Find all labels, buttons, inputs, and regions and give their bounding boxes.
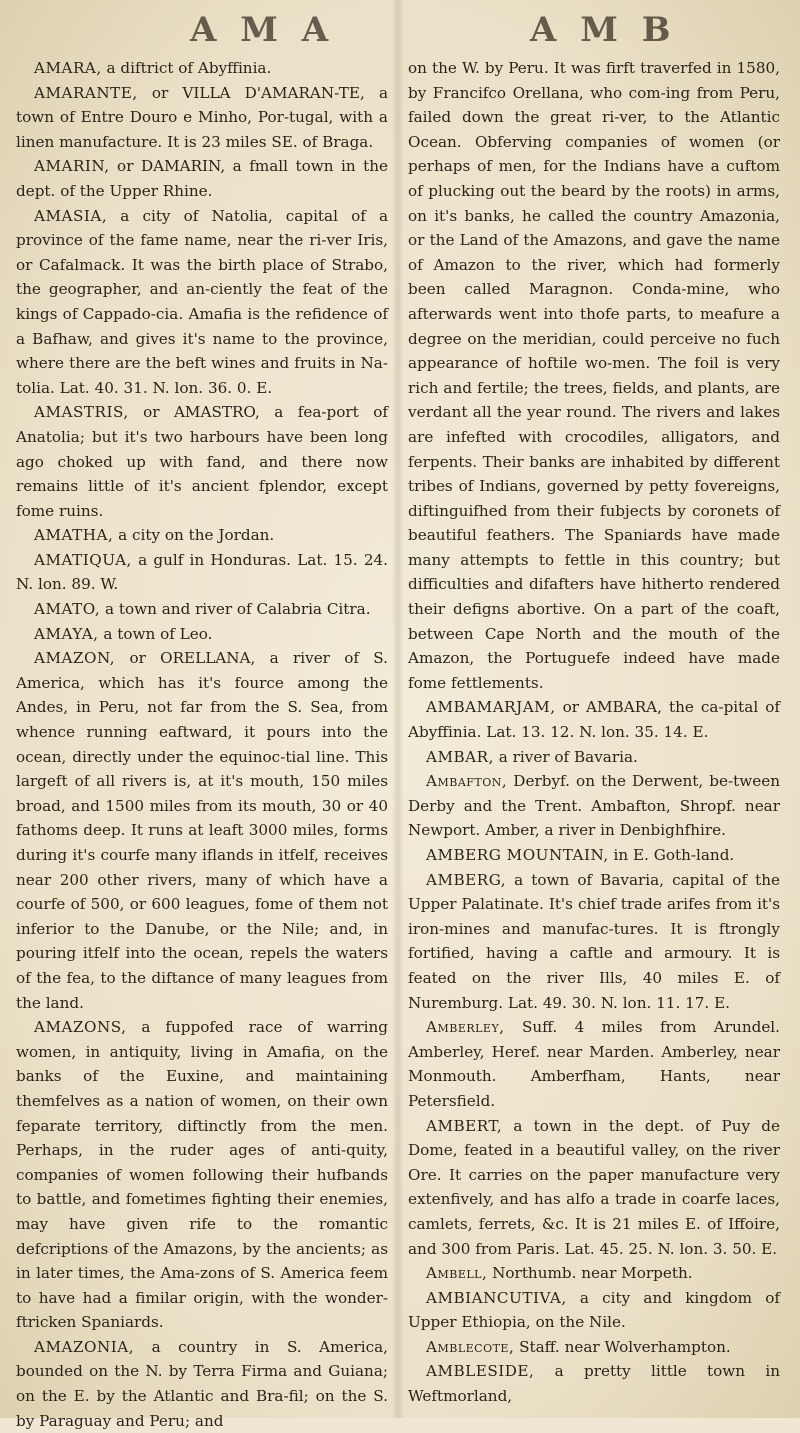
dictionary-entry xyxy=(408,868,780,1016)
entry-text: a fuppofed race of warring women, in antiquity, living in Amafia, on the banks of the Euxine, and maintaining themfelves as a nation of women, on their own feparate territory, diftinctly from the men. Perhaps, in the ruder ages of anti-quity, companies of women following their hufbands to battle, and fometimes fighting their enemies, may have given rife to the romantic defcriptions of the Amazons, by the ancients; as in later times, the Ama-zons of S. America feem to have had a fimilar origin, with the wonder-ftricken Spaniards. xyxy=(16,1018,388,1332)
dictionary-entry xyxy=(16,81,388,155)
entry-headword: AMAYA, xyxy=(34,624,99,643)
dictionary-entry xyxy=(408,1286,780,1335)
entry-headword: Ambell, xyxy=(426,1264,488,1283)
entry-headword: AMATIQUA, xyxy=(34,550,132,569)
dictionary-entry xyxy=(16,154,388,203)
entry-text: a town of Bavaria, capital of the Upper Palatinate. It's chief trade arifes from it's iron-mines and manufac-tures. It is ftrongly fortified, having a caftle and armoury. It is feated on the river Ills, 40 miles E. of Nuremburg. Lat. 49. 30. N. lon. 11. 17. E. xyxy=(408,870,780,1012)
entry-headword: AMBERG, xyxy=(426,870,507,889)
page-gutter-shadow xyxy=(392,0,404,1418)
entry-text: or AMASTRO, a fea-port of Anatolia; but it's two harbours have been long ago choked up with fand, and there now remains little of it's ancient fplendor, except fome ruins. xyxy=(16,403,388,520)
entry-text: on the W. by Peru. It was firft traverfed in 1580, by Francifco Orellana, who com-ing from Peru, failed down the great ri-ver, to the Atlantic Ocean. Obferving companies of women (or perhaps of men, for the Indians have a cuftom of plucking out the beard by the roots) in arms, on it's banks, he called the country Amazonia, or the Land of the Amazons, and gave the name of Amazon to the river, which had formerly been called Maragnon. Conda-mine, who afterwards went into thofe parts, to meafure a degree on the meridian, could perceive no fuch appearance of hoftile wo-men. The foil is very rich and fertile; the trees, fields, and plants, are verdant all the year round. The rivers and lakes are infefted with crocodiles, alligators, and ferpents. Their banks are inhabited by different tribes of Indians, governed by petty fovereigns, diftinguifhed from their fubjects by coronets of beautiful feathers. The Spaniards have made many attempts to fettle in this country; but difficulties and difafters have hitherto rendered their defigns abortive. On a part of the coaft, between Cape North and the mouth of the Amazon, the Portuguefe indeed have made fome fettlements. xyxy=(408,59,780,692)
entry-text: a town of Leo. xyxy=(98,624,213,643)
entry-headword: AMATHA, xyxy=(34,526,114,545)
dictionary-entry xyxy=(16,400,388,523)
entry-headword: AMARANTE, xyxy=(34,83,138,102)
entry-text: a gulf in Honduras. Lat. 15. 24. N. lon. 89. W. xyxy=(16,550,388,594)
dictionary-entry xyxy=(16,622,388,647)
entry-headword: AMBAR, xyxy=(426,747,494,766)
dictionary-entry xyxy=(16,204,388,401)
entry-text: a country in S. America, bounded on the N. by Terra Firma and Guiana; on the E. by the Atlantic and Bra-fil; on the S. by Paraguay and Peru; and xyxy=(16,1337,388,1430)
entry-text: or VILLA D'AMARAN-TE, a town of Entre Douro e Minho, Por-tugal, with a linen manufacture. It is 23 miles SE. of Braga. xyxy=(16,83,388,151)
entry-headword: Amblecote, xyxy=(426,1337,515,1356)
dictionary-entry xyxy=(408,1261,780,1286)
entry-text: or DAMARIN, a fmall town in the dept. of the Upper Rhine. xyxy=(16,157,388,200)
entry-text: or AMBARA, the ca-pital of Abyffinia. Lat. 13. 12. N. lon. 35. 14. E. xyxy=(408,698,780,742)
entry-text: a diftrict of Abyffinia. xyxy=(101,59,272,77)
entry-headword: AMAZONS, xyxy=(34,1018,127,1037)
entry-headword: Ambafton, xyxy=(426,772,508,791)
entry-headword: AMARIN, xyxy=(34,157,110,176)
entry-text: Suff. 4 miles from Arundel. Amberley, Heref. near Marden. Amberley, near Monmouth. Amberfham, Hants, near Petersfield. xyxy=(408,1018,780,1110)
entry-headword: AMBIANCUTIVA, xyxy=(426,1288,567,1307)
entry-headword: Amberley, xyxy=(426,1018,505,1037)
dictionary-entry xyxy=(16,523,388,548)
dictionary-entry xyxy=(16,646,388,1015)
entry-headword: AMBAMARJAM, xyxy=(426,698,556,717)
entry-text: in E. Goth-land. xyxy=(608,846,735,864)
entry-headword: AMAZONIA, xyxy=(34,1337,135,1356)
dictionary-entry xyxy=(408,843,780,868)
dictionary-entry xyxy=(16,1335,388,1433)
entry-text: a town in the dept. of Puy de Dome, feated in a beautiful valley, on the river Ore. It carries on the paper manufacture very extenfively, and has alfo a trade in coarfe laces, camlets, ferrets, &c. It is 21 miles E. of Iffoire, and 300 from Paris. Lat. 45. 25. N. lon. 3. 50. E. xyxy=(408,1116,780,1258)
entry-text: or ORELLANA, a river of S. America, which has it's fource among the Andes, in Peru, not far from the S. Sea, from whence running eaftward, it pours into the ocean, directly under the equinoc-tial line. This largeft of all rivers is, at it's mouth, 150 miles broad, and 1500 miles from its mouth, 30 or 40 fathoms deep. It runs at leaft 3000 miles, forms during it's courfe many iflands in itfelf, receives near 200 other rivers, many of which have a courfe of 500, or 600 leagues, fome of them not inferior to the Danube, or the Nile; and, in pouring itfelf into the ocean, repels the waters of the fea, to the diftance of many leagues from the land. xyxy=(16,649,388,1012)
dictionary-entry xyxy=(408,1359,780,1408)
entry-text: a town and river of Calabria Citra. xyxy=(100,600,371,619)
entry-headword: AMASTRIS, xyxy=(34,403,129,422)
entry-headword: AMAZON, xyxy=(34,649,116,668)
dictionary-entry xyxy=(408,695,780,744)
dictionary-entry xyxy=(16,597,388,622)
entry-text: a city on the Jordan. xyxy=(113,526,275,545)
entry-headword: AMBERT, xyxy=(426,1116,503,1135)
entry-text: Staff. near Wolverhampton. xyxy=(514,1337,731,1356)
entry-headword: AMATO, xyxy=(34,600,101,619)
entry-text: a pretty little town in Weftmorland, xyxy=(408,1362,780,1406)
header-right-word: A M B xyxy=(530,10,677,50)
left-column xyxy=(16,56,388,1433)
entry-headword: AMBERG MOUNTAIN, xyxy=(426,846,609,864)
dictionary-entry xyxy=(408,745,780,770)
entry-headword: AMARA, xyxy=(34,59,102,77)
entry-headword: AMASIA, xyxy=(34,206,108,225)
entry-text: a river of Bavaria. xyxy=(493,747,638,766)
dictionary-entry xyxy=(16,56,388,81)
entry-headword: AMBLESIDE, xyxy=(426,1362,535,1381)
dictionary-entry xyxy=(408,1015,780,1113)
entry-text: Northumb. near Morpeth. xyxy=(487,1264,693,1283)
entry-text: a city of Natolia, capital of a province of the fame name, near the ri-ver Iris, or Cafalmack. It was the birth place of Strabo, the geographer, and an-ciently the feat of the kings of Cappado-cia. Amafia is the refidence of a Bafhaw, and gives it's name to the province, where there are the beft wines and fruits in Na-tolia. Lat. 40. 31. N. lon. 36. 0. E. xyxy=(16,206,388,397)
dictionary-entry xyxy=(16,548,388,597)
entry-text: Derbyf. on the Derwent, be-tween Derby and the Trent. Ambafton, Shropf. near Newport. Amber, a river in Denbighfhire. xyxy=(408,772,780,840)
dictionary-entry xyxy=(408,1335,780,1360)
dictionary-entry xyxy=(408,769,780,843)
header-left-word: A M A xyxy=(190,10,335,50)
dictionary-entry xyxy=(408,1114,780,1262)
right-column xyxy=(408,56,780,1409)
dictionary-entry xyxy=(16,1015,388,1335)
dictionary-entry xyxy=(408,56,780,695)
entry-text: a city and kingdom of Upper Ethiopia, on the Nile. xyxy=(408,1288,780,1332)
running-header xyxy=(0,6,800,56)
